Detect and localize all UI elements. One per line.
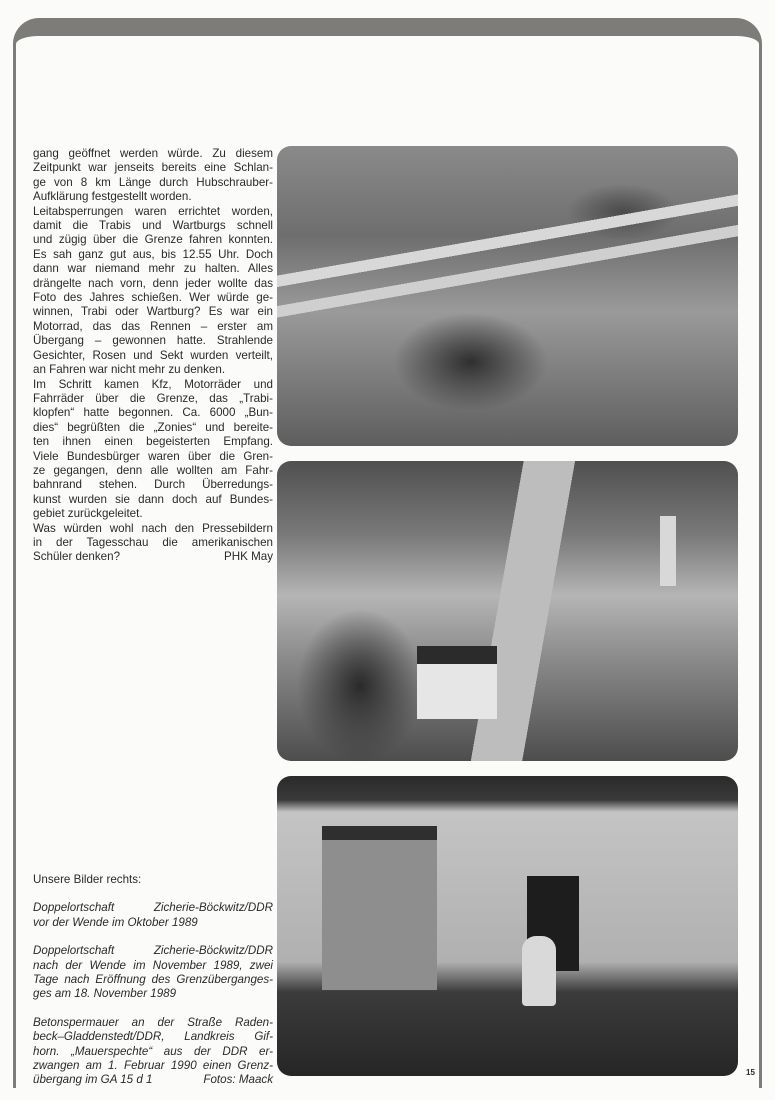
text-line: gang geöffnet werden würde. Zu diesem bbox=[33, 147, 273, 160]
author: PHK May bbox=[224, 550, 273, 564]
text-line: Übergang – gewonnen hatte. Strahlende bbox=[33, 334, 273, 348]
caption-line: horn. „Mauerspechte“ aus der DDR er- bbox=[33, 1044, 273, 1058]
text-line: ten ihnen einen begeisterten Empfang. bbox=[33, 435, 273, 449]
text-line: Foto des Jahres schießen. Wer würde ge- bbox=[33, 291, 273, 305]
caption-line: Doppelortschaft Zicherie-Böckwitz/DDR bbox=[33, 901, 273, 915]
caption-line: Betonspermauer an der Straße Raden- bbox=[33, 1015, 273, 1029]
signature-line bbox=[33, 550, 273, 564]
photo-concrete-wall bbox=[277, 776, 738, 1076]
photo-captions bbox=[33, 873, 273, 1088]
text-line: klopfen“ hatte begonnen. Ca. 6000 „Bun- bbox=[33, 406, 273, 420]
credit-line bbox=[33, 1073, 273, 1087]
text-line: Im Schritt kamen Kfz, Motorräder und bbox=[33, 377, 273, 391]
caption bbox=[33, 1016, 273, 1074]
caption-line: nach der Wende im November 1989, zwei bbox=[33, 958, 273, 972]
text-line: Fahrräder über die Grenze, das „Trabi- bbox=[33, 391, 273, 405]
article-text bbox=[33, 147, 273, 565]
text-line: Gesichter, Rosen und Sekt wurden verteilt, bbox=[33, 348, 273, 362]
text-line: drängelte nach vorn, denn jeder wollte das bbox=[33, 276, 273, 290]
text-line: Es sah ganz gut aus, bis 12.55 Uhr. Doch bbox=[33, 247, 273, 261]
text-line: Motorrad, das das Rennen – erster am bbox=[33, 319, 273, 333]
text-line: winnen, Trabi oder Wartburg? Es war ein bbox=[33, 305, 273, 319]
caption-line: beck–Gladdenstedt/DDR, Landkreis Gif- bbox=[33, 1030, 273, 1044]
text-line: Schüler denken? bbox=[33, 550, 121, 564]
caption-line: ges am 18. November 1989 bbox=[33, 987, 177, 1001]
text-line: Aufklärung festgestellt worden. bbox=[33, 190, 192, 204]
page-number: 15 bbox=[746, 1068, 755, 1077]
text-line: Was würden wohl nach den Pressebildern bbox=[33, 521, 273, 535]
captions-heading: Unsere Bilder rechts: bbox=[33, 873, 142, 886]
caption-line: übergang im GA 15 d 1 bbox=[33, 1073, 153, 1087]
text-line: bahnrand stehen. Durch Überredungs- bbox=[33, 478, 273, 492]
text-line: kunst wurden sie dann doch auf Bundes- bbox=[33, 492, 273, 506]
caption bbox=[33, 944, 273, 1002]
text-line: Viele Bundesbürger waren über die Gren- bbox=[33, 449, 273, 463]
text-line: und zügig über die Grenze fahren konnten. bbox=[33, 233, 273, 247]
text-line: an Fahren war nicht mehr zu denken. bbox=[33, 363, 226, 377]
text-line: ze gegangen, denn alle wollten am Fahr- bbox=[33, 463, 273, 477]
text-line: gebiet zurückgeleitet. bbox=[33, 507, 143, 521]
caption-line: vor der Wende im Oktober 1989 bbox=[33, 915, 198, 929]
text-line: in der Tagesschau die amerikanischen bbox=[33, 535, 273, 549]
text-line: Zeitpunkt war jenseits bereits eine Schlan- bbox=[33, 161, 273, 175]
text-line: dies“ begrüßten die „Zonies“ und bereite- bbox=[33, 420, 273, 434]
photo-aerial-before bbox=[277, 146, 738, 446]
text-line: ge von 8 km Länge durch Hubschrauber- bbox=[33, 175, 273, 189]
text-line: dann war niemand mehr zu halten. Alles bbox=[33, 262, 273, 276]
photo-credit: Fotos: Maack bbox=[203, 1073, 273, 1087]
caption-line: zwangen am 1. Februar 1990 einen Grenz- bbox=[33, 1059, 273, 1073]
photo-aerial-after bbox=[277, 461, 738, 761]
caption-line: Tage nach Eröffnung des Grenzüberganges- bbox=[33, 973, 273, 987]
caption-line: Doppelortschaft Zicherie-Böckwitz/DDR bbox=[33, 944, 273, 958]
text-line: Leitabsperrungen waren errichtet worden, bbox=[33, 204, 273, 218]
caption bbox=[33, 901, 273, 930]
text-line: damit die Trabis und Wartburgs schnell bbox=[33, 219, 273, 233]
